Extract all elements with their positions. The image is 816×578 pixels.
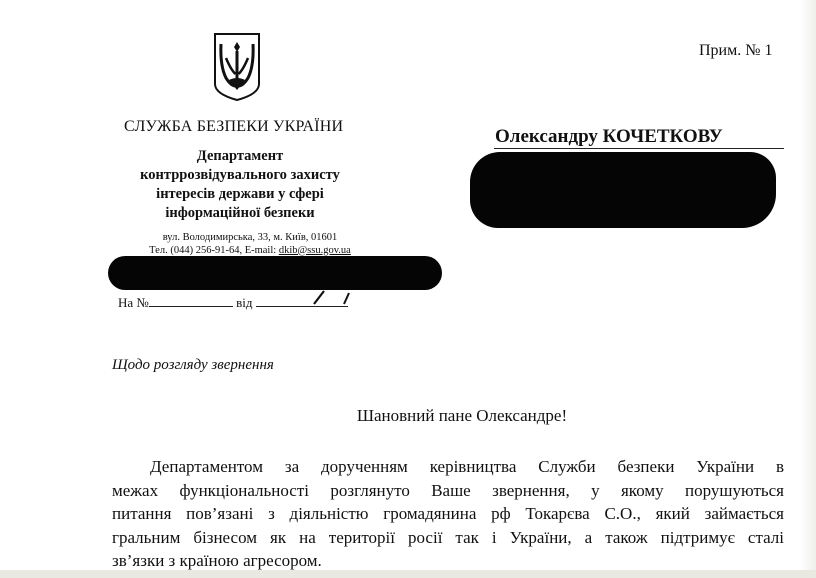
body-line: Департаментом за дорученням керівництва Служби безпеки України в [150,457,784,476]
sender-email-link[interactable]: dkib@ssu.gov.ua [278,244,351,256]
body-line: межах функціональності розглянуто Ваше звернення, у якому порушуються [112,480,784,500]
sender-address: вул. Володимирська, 33, м. Київ, 01601 [162,232,338,243]
body-line: зв’язки з країною агресором. [112,551,322,570]
addressee-last-name: КОЧЕТКОВУ [602,126,723,147]
department-name [120,147,360,223]
sender-phone: Тел. (044) 256-91-64, E-mail: [149,244,279,256]
page-bottom-edge [0,570,816,578]
redaction-mark [470,152,776,228]
salutation [0,406,816,426]
department-line: контррозвідувального захисту [140,167,340,183]
annex-label: Прим. № 1 [699,42,773,59]
department-line: Департамент [196,148,284,164]
addressee-name [495,126,723,148]
addressee-underline [494,148,784,149]
org-name: СЛУЖБА БЕЗПЕКИ УКРАЇНИ [124,118,344,135]
redaction-mark [108,256,442,290]
department-line: інформаційної безпеки [165,205,315,221]
trident-emblem-icon [212,32,262,102]
department-line: інтересів держави у сфері [156,186,324,202]
body-line: гральним бізнесом як на території росії так і України, а також підтримує сталі [112,527,784,547]
addressee-first-name: Олександру [495,126,598,147]
page-edge-shadow [800,0,816,578]
reference-number-blank [149,294,233,307]
letter-subject: Щодо розгляду звернення [112,357,274,373]
letter-body [112,455,784,573]
body-line: питання пов’язані з діяльністю громадянина рф Токарєва С.О., який займається [112,504,784,523]
reference-date-label: від [236,295,253,310]
handwritten-slash-mark [308,288,356,306]
salutation-text: Шановний пане Олександре! [356,406,568,425]
reference-number-label: На № [118,295,149,310]
